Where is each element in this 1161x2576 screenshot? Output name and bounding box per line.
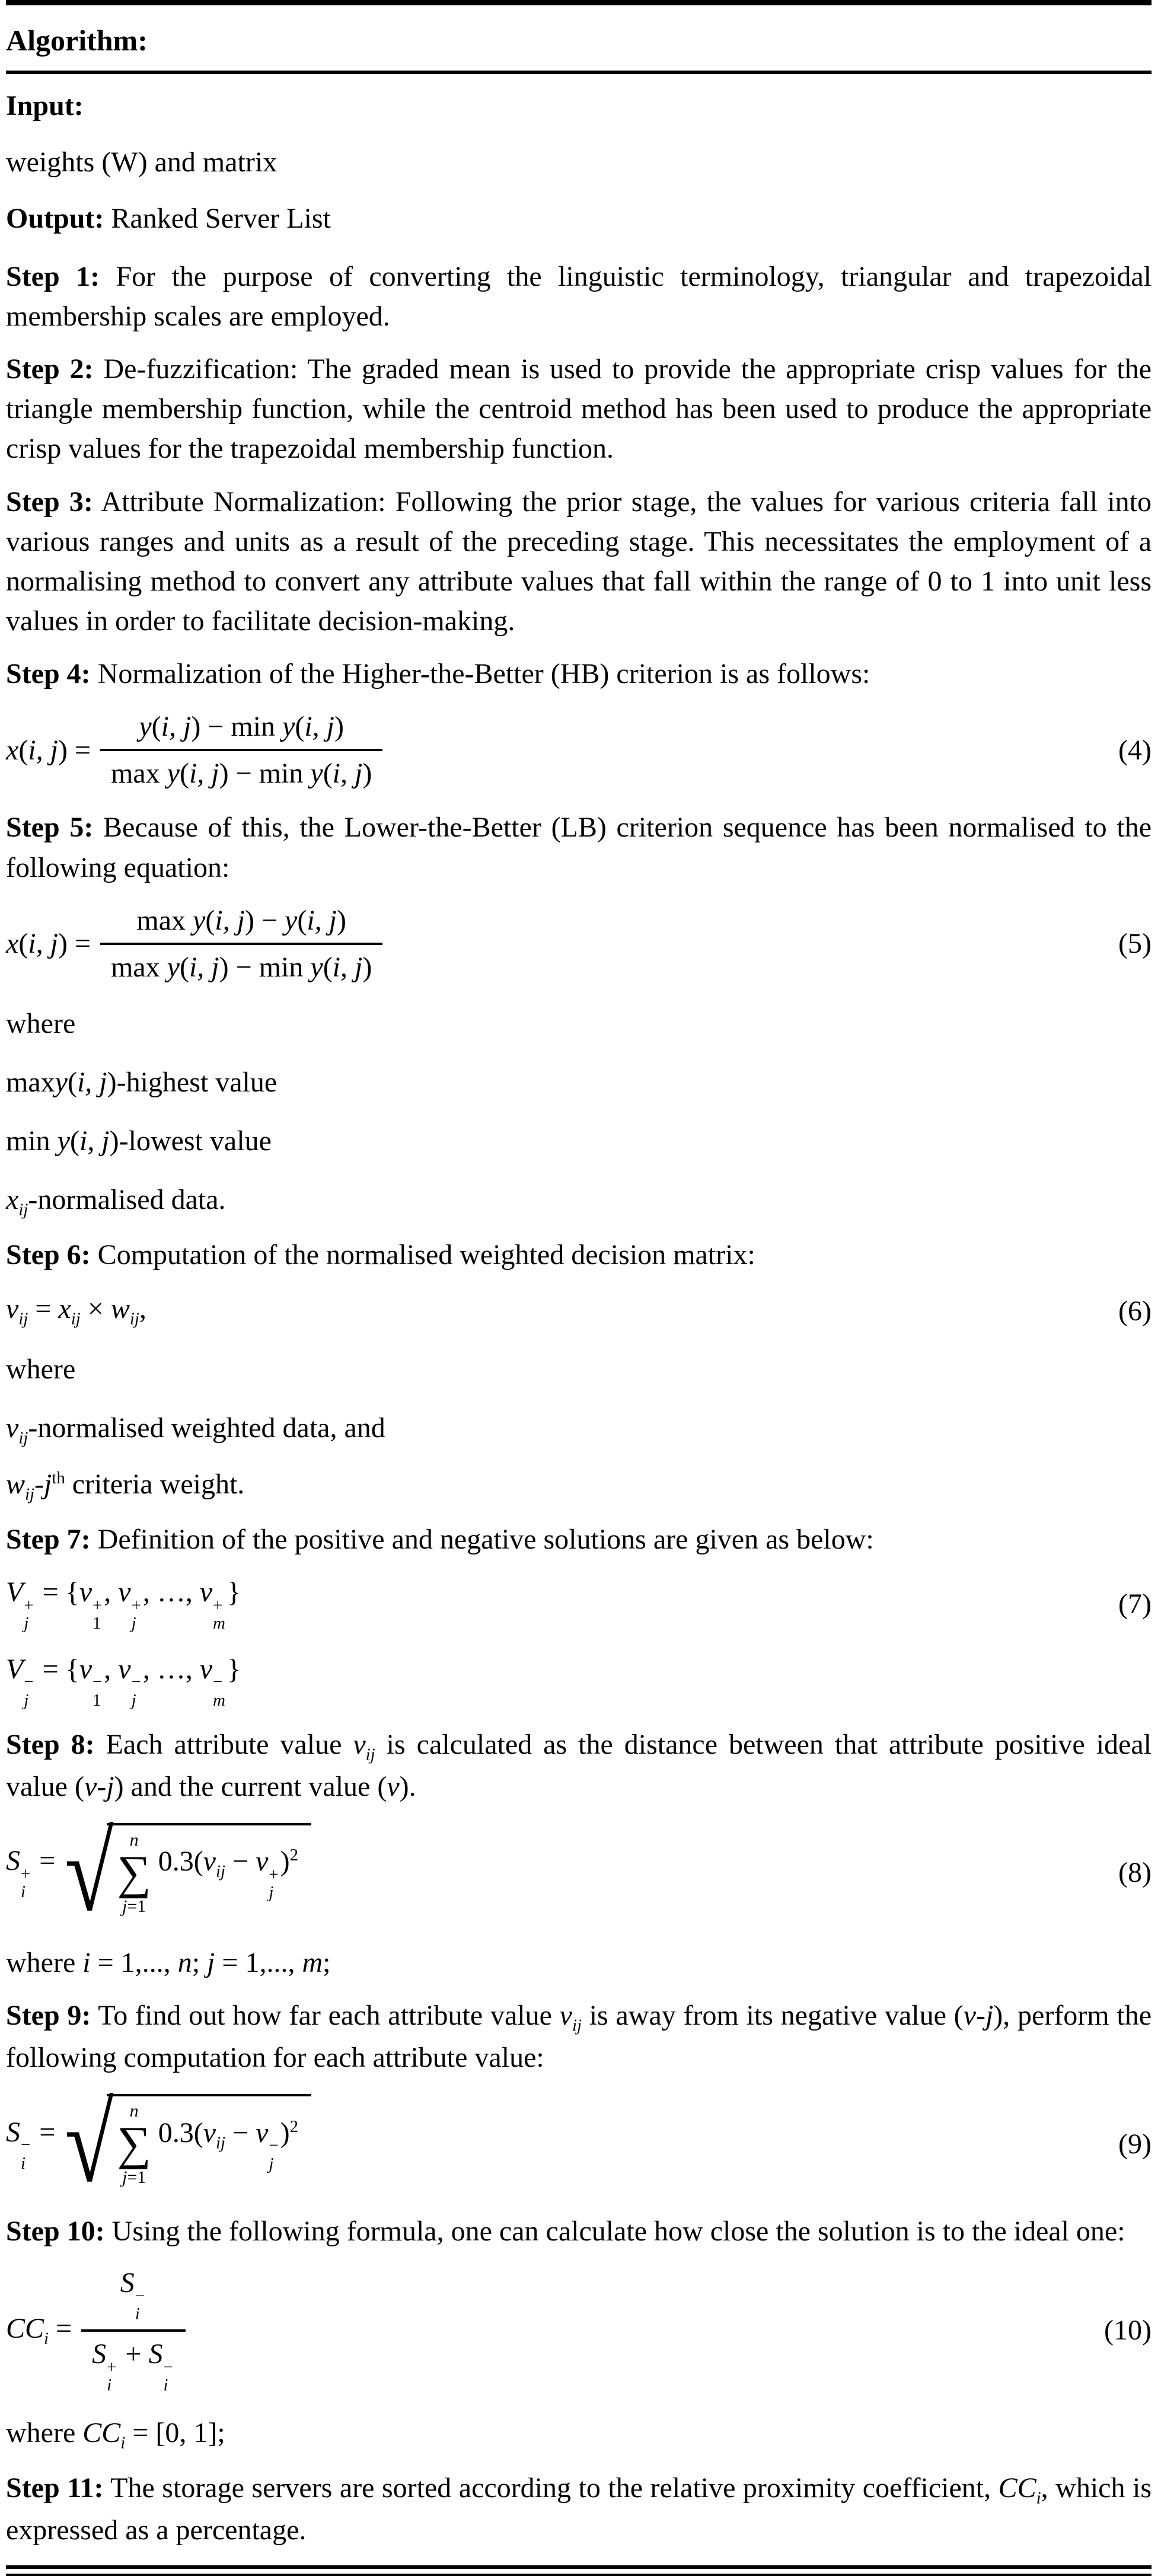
equation-10-lhs: $CC_i$ = (6, 2312, 72, 2348)
step-10-text: Using the following formula, one can calculate how close the solution is to the ideal one: (104, 2216, 1125, 2248)
equation-9-body: $0.3(v_{ij} - v$ − j )$^2$ (158, 2117, 299, 2173)
equation-7b-body: V − j = {v − 1 , v − j , …, v − m } (6, 1653, 241, 1710)
equation-4-row (6, 710, 1152, 790)
top-rule (6, 0, 1152, 5)
summation-upper-limit: n (129, 1830, 139, 1850)
output-value: Ranked Server List (104, 203, 331, 235)
step-10-label: Step 10: (6, 2216, 105, 2248)
algorithm-heading: Algorithm: (6, 24, 148, 57)
step-3-label: Step 3: (6, 486, 93, 518)
fraction-numerator: max y(i, j) − y(i, j) (136, 904, 346, 936)
step-9-text: To find out how far each attribute value $v_{ij}$ is away from its negative value (v-j), perform the following computation for each attribute value: (6, 2000, 1152, 2074)
equation-9 (6, 2082, 311, 2205)
equation-8-lhs: S + i = (6, 1845, 56, 1902)
step-7-label: Step 7: (6, 1524, 91, 1556)
equation-7a-body: V + j = {v + 1 , v + j , …, v + m } (6, 1576, 241, 1633)
step-8 (6, 1725, 1152, 1806)
sigma-symbol: ∑ (117, 2118, 151, 2170)
where-line: where (6, 1007, 76, 1039)
equation-5-row (6, 904, 1152, 984)
step-11-text: The storage servers are sorted according to the relative proximity coefficient, $CC_i$, which is expressed as a percentage. (6, 2472, 1152, 2546)
step-6 (6, 1235, 1152, 1275)
equation-10-row (6, 2267, 1152, 2394)
step-4-label: Step 4: (6, 658, 91, 690)
where-wij-definition: $w_{ij}-j^{th}$ criteria weight. (6, 1469, 245, 1504)
where-max-definition: maxy(i, j)-highest value (6, 1067, 278, 1098)
output-line (6, 199, 1152, 238)
step-4 (6, 654, 1152, 694)
input-line: weights (W) and matrix (6, 146, 278, 178)
equation-9-lhs: S − i = (6, 2116, 56, 2173)
equation-7-positive (6, 1576, 241, 1632)
step-11 (6, 2468, 1152, 2550)
step-5 (6, 807, 1152, 887)
equation-8 (6, 1811, 311, 1935)
where-min-definition: min y(i, j)-lowest value (6, 1125, 272, 1157)
step-7 (6, 1520, 1152, 1559)
where-line: where (6, 1354, 76, 1386)
equation-6 (6, 1292, 146, 1329)
equation-6-number: (6) (1118, 1295, 1152, 1327)
summation-lower-limit: j=1 (122, 1896, 146, 1916)
where-vij-definition: $v_{ij}$-normalised weighted data, and (6, 1412, 385, 1448)
equation-4-lhs: x(i, j) = (6, 734, 91, 766)
fraction-denominator: max y(i, j) − min y(i, j) (100, 749, 382, 790)
radical-glyph: √ (65, 1811, 114, 1935)
square-root (65, 1811, 311, 1935)
equation-9-number: (9) (1118, 2128, 1152, 2160)
radical-glyph: √ (65, 2082, 114, 2205)
sigma-symbol: ∑ (117, 1846, 151, 1899)
equation-6-body: $v_{ij} = x_{ij} \times w_{ij}$, (6, 1293, 146, 1329)
equation-10 (6, 2267, 186, 2394)
step-6-text: Computation of the normalised weighted decision matrix: (90, 1239, 755, 1271)
fraction-denominator: max y(i, j) − min y(i, j) (100, 943, 382, 984)
equation-7-negative (6, 1653, 241, 1709)
equation-8-body: $0.3(v_{ij} - v$ + j )$^2$ (158, 1846, 299, 1903)
step-4-text: Normalization of the Higher-the-Better (HB) criterion is as follows: (90, 658, 870, 690)
equation-7b-row (6, 1653, 1152, 1709)
output-label: Output: (6, 203, 104, 235)
fraction-numerator: y(i, j) − min y(i, j) (139, 711, 344, 743)
square-root (65, 2082, 311, 2205)
equation-7-number: (7) (1118, 1588, 1152, 1620)
where-xij-definition: $x_{ij}$-normalised data. (6, 1184, 226, 1220)
step-5-label: Step 5: (6, 812, 94, 844)
input-label: Input: (6, 90, 84, 122)
summation (117, 2102, 151, 2186)
step-5-text: Because of this, the Lower-the-Better (LB) criterion sequence has been normalised to the following equation: (6, 812, 1152, 883)
equation-5-lhs: x(i, j) = (6, 928, 91, 960)
equation-5-fraction (100, 904, 382, 984)
header-divider (6, 71, 1152, 74)
equation-8-row (6, 1811, 1152, 1935)
step-2-label: Step 2: (6, 353, 94, 385)
step-8-text: Each attribute value $v_{ij}$ is calculated as the distance between that attribute positive ideal value (v-j) and the current value (v). (6, 1728, 1152, 1802)
equation-7a-row (6, 1576, 1152, 1632)
step-1-label: Step 1: (6, 260, 100, 292)
equation-10-fraction (81, 2267, 186, 2394)
step-6-label: Step 6: (6, 1239, 91, 1271)
step-10 (6, 2211, 1152, 2251)
step-9 (6, 1996, 1152, 2077)
where-cci-range: where $CC_i = [0$, 1]; (6, 2417, 225, 2453)
equation-6-row (6, 1292, 1152, 1329)
step-2 (6, 349, 1152, 469)
equation-4-fraction (100, 710, 382, 790)
step-3 (6, 482, 1152, 641)
step-7-text: Definition of the positive and negative solutions are given as below: (90, 1524, 874, 1556)
step-2-text: De-fuzzification: The graded mean is used to provide the appropriate crisp values for the triangle membership function, while the centroid method has been used to produce the appropriate crisp values for the trapezoidal membership function. (6, 353, 1152, 465)
equation-4-number: (4) (1118, 734, 1152, 766)
equation-5-number: (5) (1118, 928, 1152, 960)
equation-4 (6, 710, 382, 790)
fraction-numerator: S − i (120, 2267, 145, 2324)
where-ij-range: where i = 1,..., n; j = 1,..., m; (6, 1946, 331, 1978)
summation-lower-limit: j=1 (122, 2168, 146, 2188)
summation-upper-limit: n (129, 2101, 139, 2121)
equation-10-number: (10) (1104, 2315, 1152, 2347)
step-9-label: Step 9: (6, 2000, 91, 2032)
step-3-text: Attribute Normalization: Following the prior stage, the values for various criteria fall into various ranges and units as a result of the preceding stage. This necessitates the employment of a normalising method to convert any attribute values that fall within the range of 0 to 1 into unit less values in order to facilitate decision-making. (6, 486, 1152, 637)
equation-5 (6, 904, 382, 984)
fraction-denominator: S + i + S − i (81, 2329, 186, 2394)
step-1-text: For the purpose of converting the linguistic terminology, triangular and trapezoidal membership scales are employed. (6, 260, 1152, 332)
summation (117, 1831, 151, 1916)
equation-8-number: (8) (1118, 1857, 1152, 1889)
step-1 (6, 257, 1152, 336)
equation-9-row (6, 2082, 1152, 2205)
step-8-label: Step 8: (6, 1728, 95, 1760)
step-11-label: Step 11: (6, 2472, 104, 2504)
bottom-double-rule (6, 2565, 1152, 2576)
